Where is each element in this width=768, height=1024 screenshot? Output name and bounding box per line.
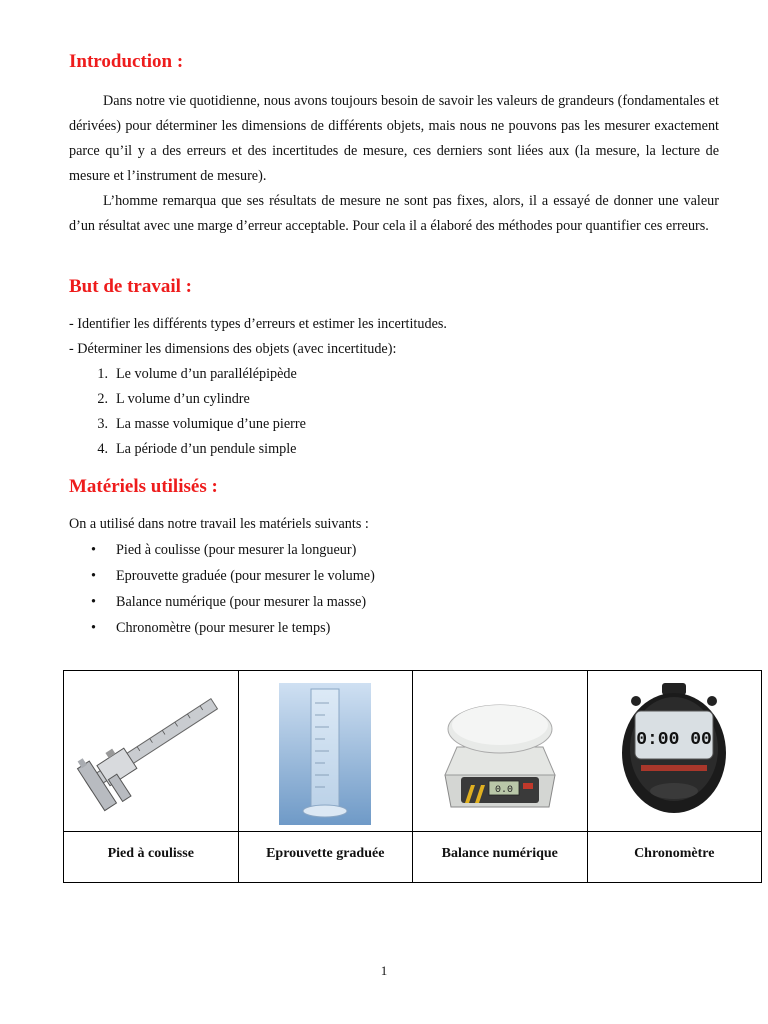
section-title-materials: Matériels utilisés : (69, 476, 218, 497)
scale-display-value: 0.0 (494, 785, 513, 796)
caliper-cell (64, 671, 239, 832)
equipment-table (63, 670, 762, 883)
stopwatch-cell (587, 671, 762, 832)
caption-graduated-cylinder: Eprouvette graduée (238, 832, 413, 883)
bullet-icon: • (91, 542, 96, 558)
graduated-cylinder-icon (279, 683, 371, 825)
scale-cell (413, 671, 588, 832)
caption-stopwatch: Chronomètre (587, 832, 762, 883)
caliper-icon (69, 671, 233, 821)
materials-intro: On a utilisé dans notre travail les matériels suivants : (69, 516, 369, 532)
page-number: 1 (380, 963, 388, 978)
bullet-icon: • (91, 568, 96, 584)
bullet-icon: • (91, 620, 96, 636)
caption-caliper: Pied à coulisse (64, 832, 239, 883)
document-page: Introduction : Dans notre vie quotidienne, nous avons toujours besoin de savoir les valeurs de grandeurs (fondamentales et dérivées) pour déterminer les dimensions de différents objets, mais nous ne pouvons pas les mesurer exactement parce qu’il y a des erreurs et des incertitudes de mesure, ces derniers sont liées aux (la mesure, la lecture de mesure et l’instrument de mesure). L’homme remarqua que ses résultats de mesure ne sont pas fixes, alors, il a essayé de donner une valeur d’un résultat avec une marge d’erreur acceptable. Pour cela il a élaboré des méthodes pour quantifier ces erreurs. But de travail : - Identifier les différents types d’erreurs et estimer les incertitudes. - Déterminer les dimensions des objets (avec incertitude): 1. Le volume d’un parallélépipède 2. L volume d’un cylindre 3. La masse volumique d’une pierre 4. La période d’un pendule simple Matériels utilisés : On a utilisé dans notre travail les matériels suivants : • Pied à coulisse (pour mesurer la longueur) • Eprouvette graduée (pour mesurer le volume) • Balance numérique (pour mesurer la masse) • Chronomètre (pour mesurer le temps) 0.0 0:00 00 Pied à coulisse Eprouvette graduée Balance numérique Chronomètre 1 (0, 0, 768, 1024)
caption-digital-scale: Balance numérique (413, 832, 588, 883)
cylinder-cell (238, 671, 413, 832)
bullet-icon: • (91, 594, 96, 610)
section-title-goal: But de travail : (69, 276, 192, 297)
stopwatch-display-value: 0:00 00 (636, 730, 713, 750)
intro-paragraph-1: Dans notre vie quotidienne, nous avons toujours besoin de savoir les valeurs de grandeurs (fondamentales et dérivées) pour déterminer les dimensions de différents objets, mais nous ne pouvons pas les mesurer exactement parce qu’il y a des erreurs et des incertitudes de mesure, ces derniers sont liées aux (la mesure, la lecture de mesure et l’instrument de mesure). (69, 93, 719, 184)
digital-scale-icon (435, 685, 565, 815)
stopwatch-icon (619, 681, 729, 815)
goal-line-1: - Identifier les différents types d’erreurs et estimer les incertitudes. (69, 316, 447, 332)
goal-line-2: - Déterminer les dimensions des objets (avec incertitude): (69, 341, 397, 357)
intro-paragraph-2: L’homme remarqua que ses résultats de mesure ne sont pas fixes, alors, il a essayé de donner une valeur d’un résultat avec une marge d’erreur acceptable. Pour cela il a élaboré des méthodes pour quantifier ces erreurs. (69, 193, 719, 234)
section-title-introduction: Introduction : (69, 51, 184, 72)
